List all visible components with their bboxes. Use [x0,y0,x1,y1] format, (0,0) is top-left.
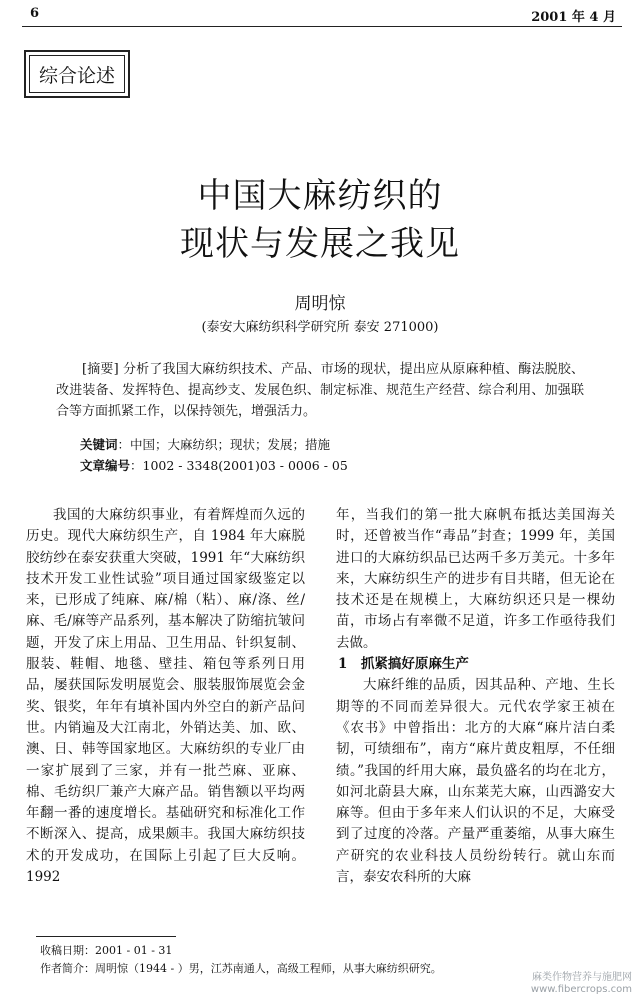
header-rule [22,26,622,27]
keywords-label: 关键词 [80,437,118,452]
article-number-text: ：1002 - 3348(2001)03 - 0006 - 05 [130,458,348,473]
footnote-received: 收稿日期：2001 - 01 - 31 [40,944,173,957]
article-number [80,456,348,474]
title-line-2: 现状与发展之我见 [180,224,460,264]
issue-date: 2001 年 4 月 [531,10,616,25]
article-number-label: 文章编号 [80,458,131,473]
footnote-author-bio: 作者简介：周明惊（1944 - ）男，江苏南通人，高级工程师，从事大麻纺织研究。 [40,962,442,975]
body-paragraph-continuation: 年，当我们的第一批大麻帆布抵达美国海关时，还曾被当作“毒品”封查；1999 年，美国进口的大麻纺织品已达两千多万美元。十多年来，大麻纺织生产的进步有目共睹，但无论在技术还是在规模上，大麻纺织还只是一棵幼苗，市场占有率微不足道，许多工作亟待我们去做。 [336,507,615,651]
section-heading: 1 抓紧搞好原麻生产 [338,656,469,673]
body-paragraph: 我国的大麻纺织事业，有着辉煌而久远的历史。现代大麻纺织生产，自 1984 年大麻脱胶纺纱在泰安获重大突破，1991 年“大麻纺织技术开发工业性试验”项目通过国家级鉴定以来，已形成了纯麻、麻/棉（粘）、麻/涤、丝/麻、毛/麻等产品系列，基本解决了防缩抗皱问题，开发了床上用品、卫生用品、针织复制、服装、鞋帽、地毯、壁挂、箱包等系列日用品，屡获国际发明展览会、服装服饰展览会金奖、银奖，年年有填补国内外空白的新产品问世。内销遍及大江南北，外销达美、加、欧、澳、日、韩等国家地区。大麻纺织的专业厂由一家扩展到了三家，并有一批苎麻、亚麻、棉、毛纺织厂兼产大麻产品。销售额以平均两年翻一番的速度增长。基础研究和标准化工作不断深入、提高，成果颇丰。我国大麻纺织技术的开发成功，在国际上引起了巨大反响。1992 [26,507,305,886]
watermark-line-2: www.fibercrops.com [530,984,632,995]
body-column-left [26,505,305,888]
watermark [531,972,632,996]
body-column-right [336,505,615,888]
body-paragraph: 大麻纤维的品质，因其品种、产地、生长期等的不同而差异很大。元代农学家王祯在《农书》中曾指出：北方的大麻“麻片洁白柔韧，可绩细布”，南方“麻片黄皮粗厚，不任细绩。”我国的纤用大麻，最负盛名的均在北方，如河北蔚县大麻，山东莱芜大麻，山西潞安大麻等。但由于多年来人们认识的不足，大麻受到了过度的冷落。产量严重萎缩，从事大麻生产研究的农业科技人员纷纷转行。就山东而言，泰安农科所的大麻 [336,677,615,886]
title-line-1: 中国大麻纺织的 [197,176,443,216]
page-number: 6 [30,6,40,21]
abstract: [摘要] 分析了我国大麻纺织技术、产品、市场的现状，提出应从原麻种植、酶法脱胶、改进装备、发挥特色、提高纱支、发展色织、制定标准、规范生产经营、综合利用、加强联合等方面抓紧工作，以保持领先，增强活力。 [56,362,584,419]
author-affiliation: (泰安大麻纺织科学研究所 泰安 271000) [201,320,439,335]
watermark-line-1: 麻类作物营养与施肥网 [532,972,632,983]
keywords [80,435,330,453]
section-label-box [24,50,130,98]
author-name: 周明惊 [294,294,346,314]
keywords-text: ：中国；大麻纺织；现状；发展；措施 [117,437,331,452]
footnote-rule [36,936,176,937]
section-label: 综合论述 [38,64,115,87]
